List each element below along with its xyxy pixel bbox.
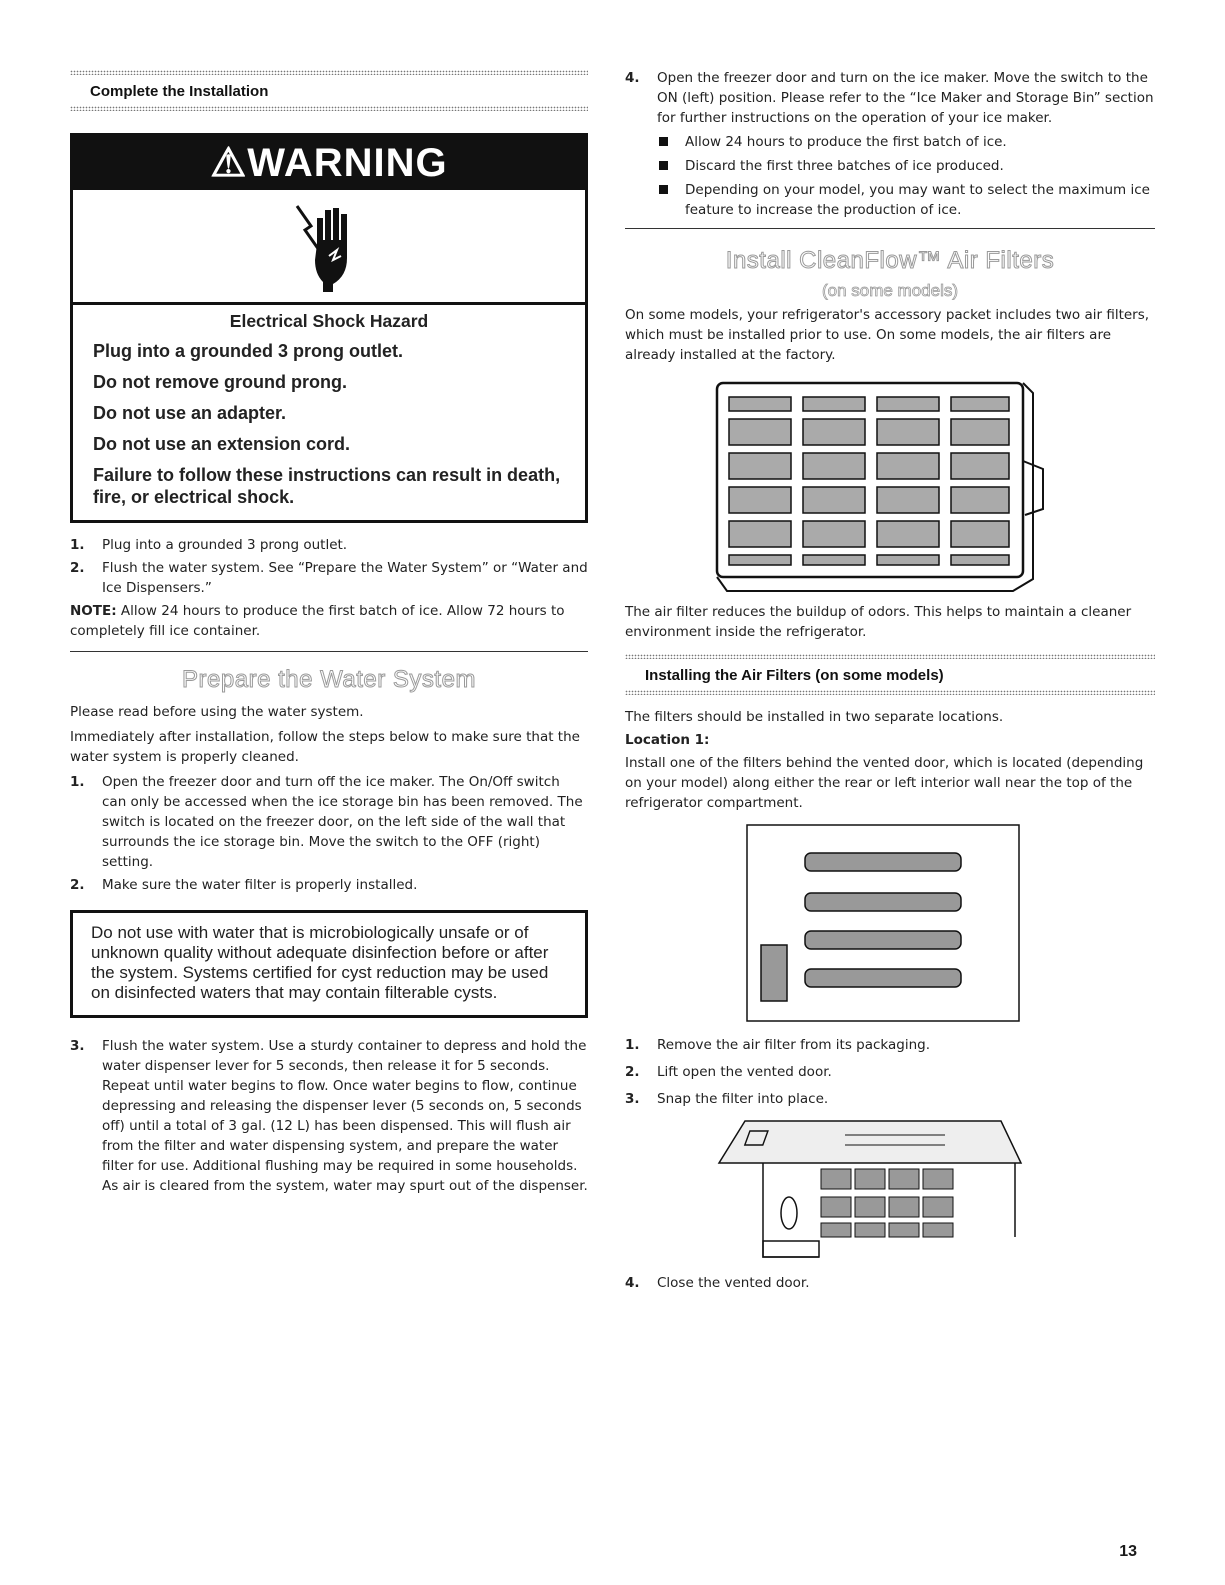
air-filter-intro: On some models, your refrigerator's accessory packet includes two air filters, which must be installed prior to use. On some models, the air filters are already installed at the factory. — [625, 307, 1150, 363]
list-item: 4. Close the vented door. — [625, 1275, 810, 1291]
flush-step — [70, 1036, 588, 1196]
note-paragraph — [70, 601, 588, 641]
list-item: 3. Flush the water system. Use a sturdy container to depress and hold the water dispenser lever for 5 seconds, then release it for 5 seconds. Repeat until water begins to flow. Once water begins to flow, continue depressing and releasing the dispenser lever (5 seconds on, 5 seconds off) until a total of 3 gal. (12 L) has been dispensed. This will flush air from the filter and water dispensing system, and prepare the water filter for use. Additional flushing may be required in some households. As air is cleared from the system, water may spurt out of the dispenser. — [70, 1038, 588, 1194]
list-item: 1. Plug into a grounded 3 prong outlet. — [70, 537, 348, 553]
prepare-water-title: Prepare the Water System — [182, 666, 476, 693]
note-label: NOTE: — [70, 603, 117, 619]
warning-line: Do not remove ground prong. — [93, 372, 347, 392]
filter-steps — [625, 1035, 1155, 1109]
warning-body — [73, 305, 585, 520]
ice-maker-step — [625, 68, 1155, 128]
water-quality-warning: Do not use with water that is microbiologically unsafe or of unknown quality without adequate disinfection before or after the system. Systems certified for cyst reduction may be used on disinfected waters that may contain filterable cysts. — [70, 910, 588, 1018]
air-filter-illustration — [713, 379, 1053, 594]
left-column — [70, 70, 588, 1199]
hazard-title: Electrical Shock Hazard — [229, 311, 429, 331]
dotted-rule — [625, 690, 1155, 695]
vented-door-illustration — [745, 823, 1025, 1023]
list-item: 2. Flush the water system. See “Prepare the Water System” or “Water and Ice Dispensers.” — [70, 560, 588, 596]
warning-banner — [73, 136, 585, 190]
location-1-label: Location 1: — [625, 732, 710, 748]
page-number: 13 — [1119, 1543, 1137, 1560]
location-1-text: Install one of the filters behind the vented door, which is located (depending on your model) along either the rear or left interior wall near the top of the refrigerator compartment. — [625, 755, 1144, 811]
complete-installation-heading: Complete the Installation — [90, 83, 269, 100]
warning-triangle-icon: ⚠ — [210, 141, 248, 185]
list-item: Allow 24 hours to produce the first batch of ice. — [657, 132, 1155, 152]
warning-line: Do not use an extension cord. — [93, 434, 351, 454]
prepare-intro: Immediately after installation, follow the steps below to make sure that the water system is properly cleaned. — [70, 729, 580, 765]
locations-text: The filters should be installed in two separate locations. — [625, 709, 1004, 725]
section-divider — [70, 651, 588, 652]
list-item: 4. Open the freezer door and turn on the ice maker. Move the switch to the ON (left) position. Please refer to the “Ice Maker and Storage Bin” section for further instructions on the operation of your ice maker. — [625, 70, 1154, 126]
shock-hazard-icon — [73, 190, 585, 305]
snap-filter-illustration — [715, 1117, 1025, 1267]
prepare-intro: Please read before using the water system. — [70, 704, 364, 720]
prepare-steps — [70, 772, 588, 895]
list-item: Depending on your model, you may want to select the maximum ice feature to increase the production of ice. — [657, 180, 1155, 220]
list-item: 2. Make sure the water filter is properly installed. — [70, 877, 418, 893]
right-column — [625, 68, 1155, 1296]
section-divider — [625, 228, 1155, 229]
warning-line: Do not use an adapter. — [93, 403, 287, 423]
warning-line: Failure to follow these instructions can result in death, fire, or electrical shock. — [93, 465, 561, 507]
list-item: 1. Open the freezer door and turn off the ice maker. The On/Off switch can only be accessed when the ice storage bin has been removed. The switch is located on the freezer door, on the left side of the wall that surrounds the ice storage bin. Move the switch to the OFF (right) setting. — [70, 774, 583, 870]
install-steps — [70, 535, 588, 598]
warning-line: Plug into a grounded 3 prong outlet. — [93, 341, 403, 361]
dotted-rule — [70, 106, 588, 111]
ice-bullets — [657, 132, 1155, 220]
electrical-warning-box — [70, 133, 588, 523]
close-door-step — [625, 1273, 1155, 1293]
list-item: 1. Remove the air filter from its packaging. — [625, 1037, 931, 1053]
warning-label: WARNING — [247, 141, 448, 185]
list-item: Discard the first three batches of ice produced. — [657, 156, 1155, 176]
air-filter-title: Install CleanFlow™ Air Filters — [725, 247, 1055, 274]
air-filter-subtitle: (on some models) — [821, 281, 959, 300]
list-item: 3. Snap the filter into place. — [625, 1091, 829, 1107]
note-text: Allow 24 hours to produce the first batch of ice. Allow 72 hours to completely fill ice container. — [70, 603, 565, 639]
air-filter-caption: The air filter reduces the buildup of odors. This helps to maintain a cleaner environment inside the refrigerator. — [625, 604, 1132, 640]
list-item: 2. Lift open the vented door. — [625, 1064, 832, 1080]
installing-air-filters-heading: Installing the Air Filters (on some models) — [645, 667, 944, 684]
